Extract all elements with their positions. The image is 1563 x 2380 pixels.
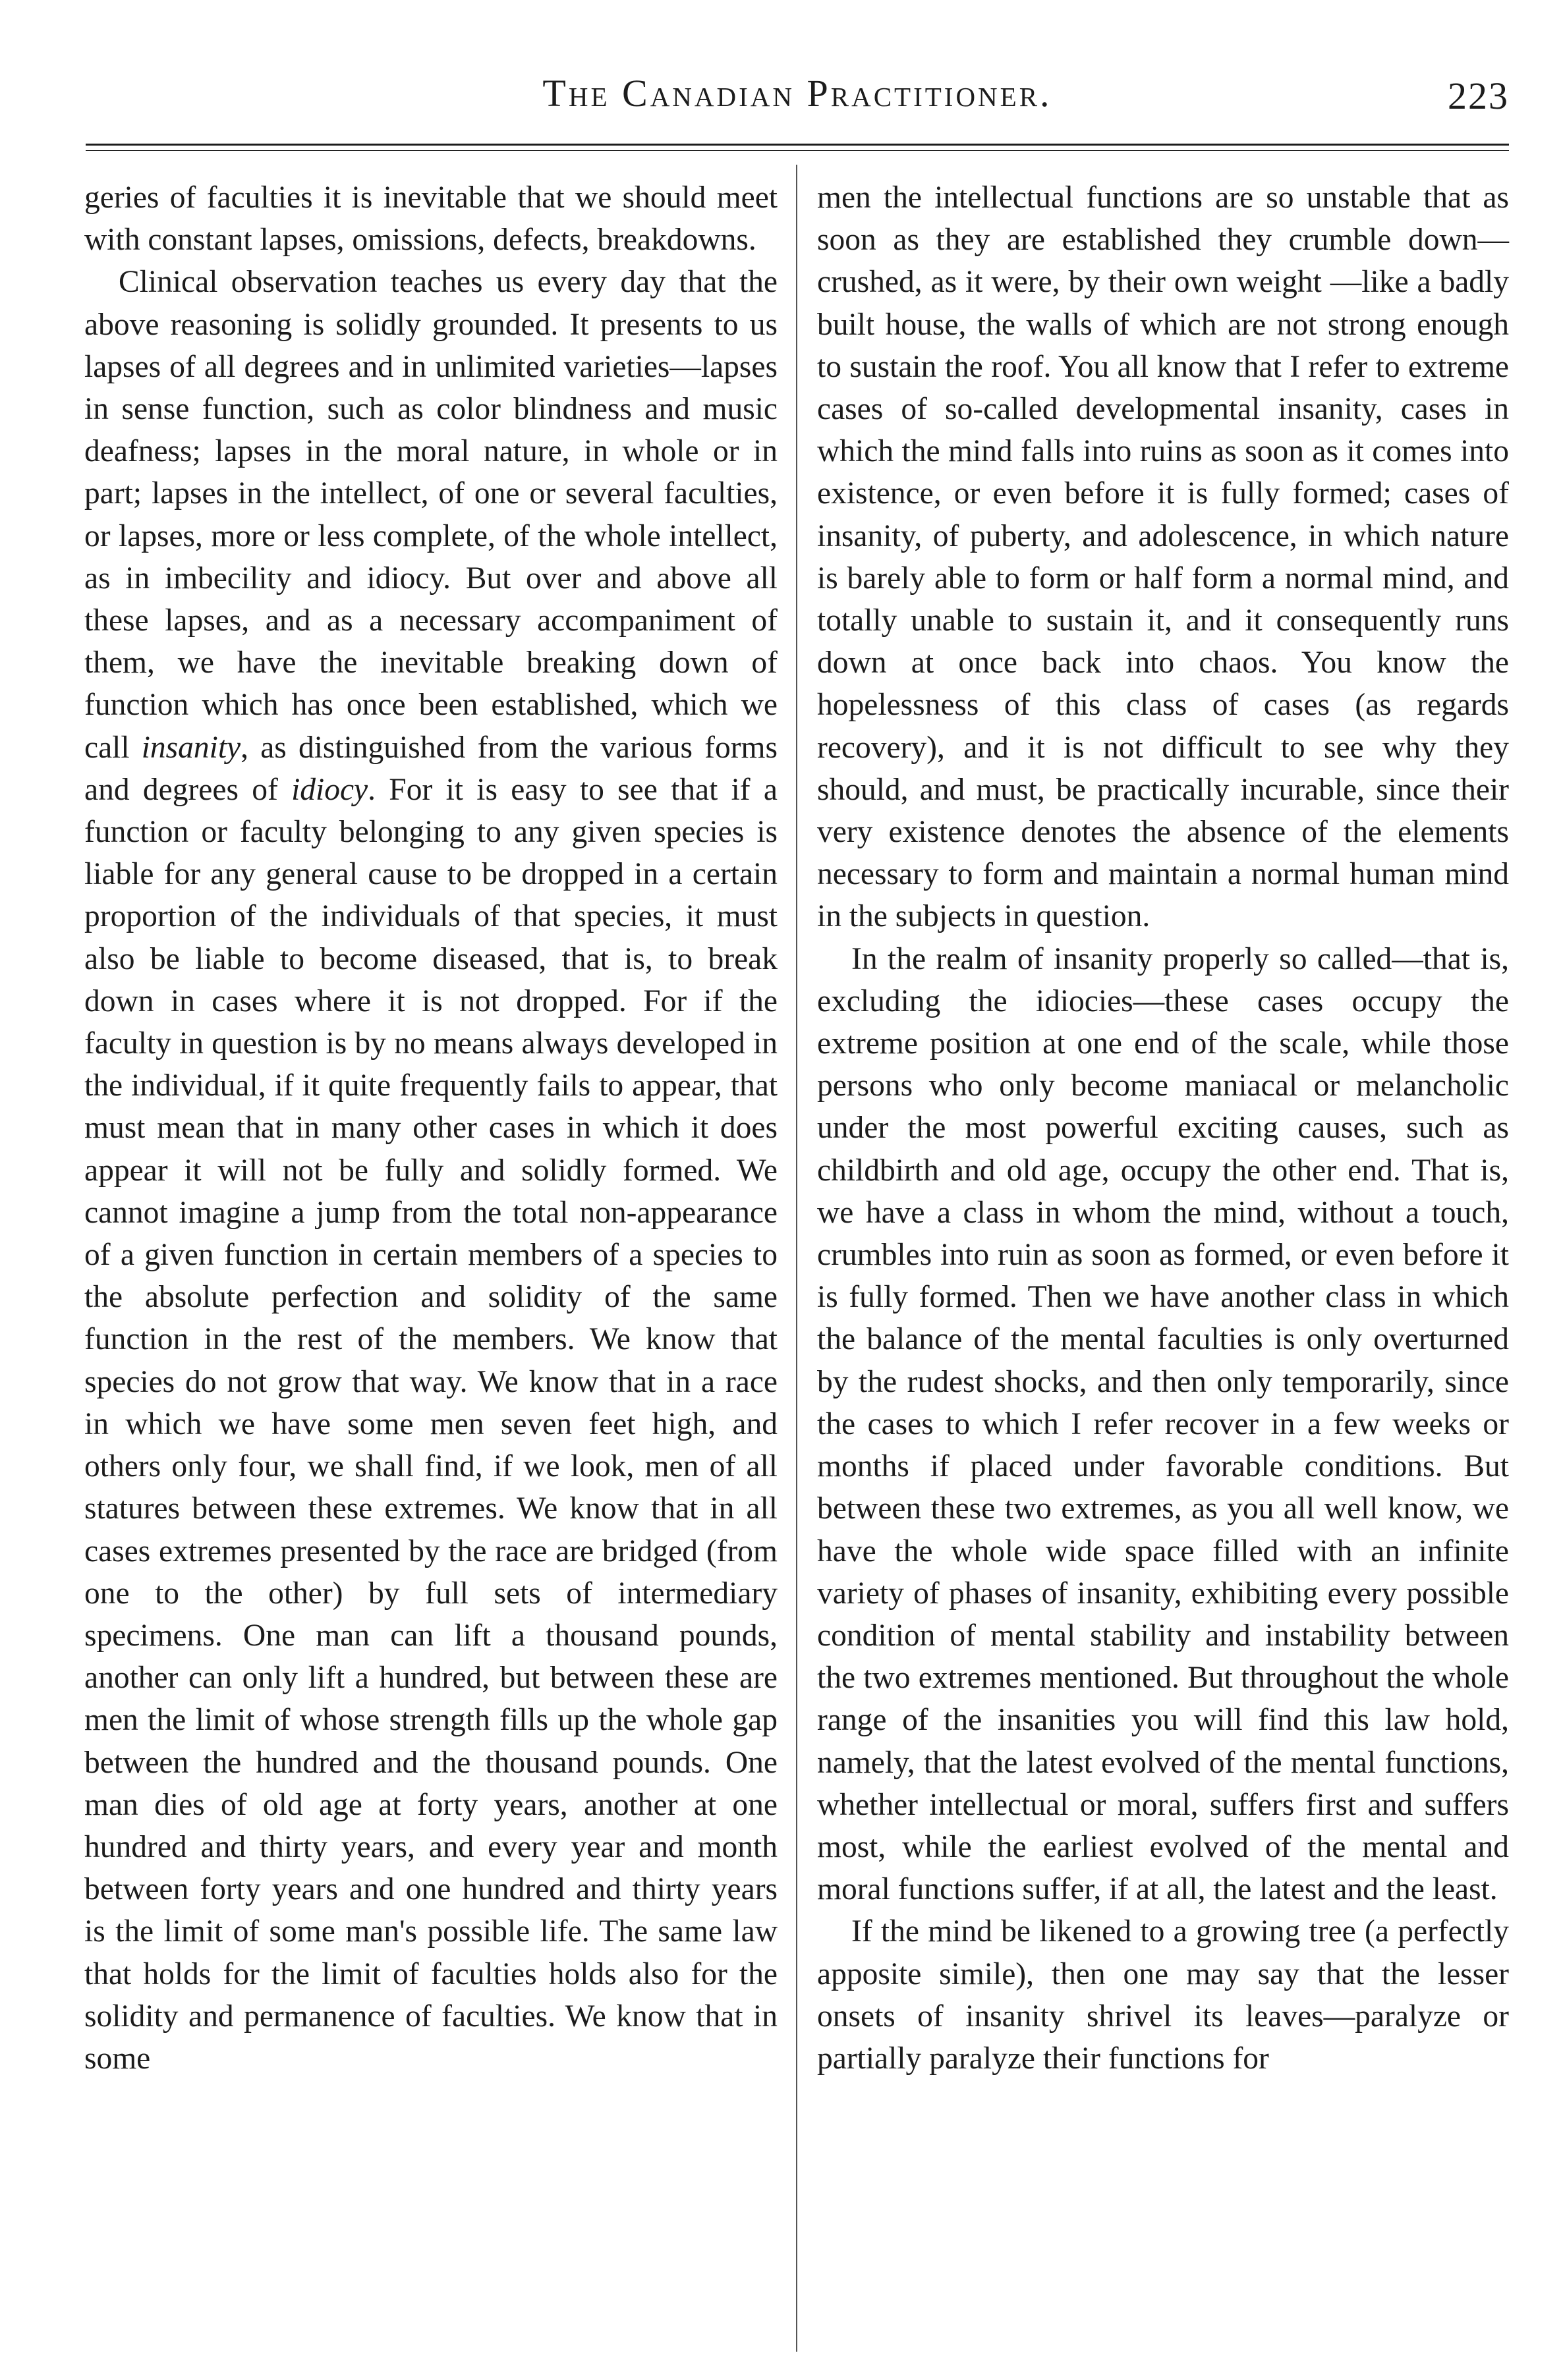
- left-column: [84, 177, 778, 2080]
- emphasis-idiocy: idiocy: [291, 772, 368, 807]
- column-divider: [796, 165, 797, 2352]
- right-paragraph-3: If the mind be likened to a growing tree (a perfectly apposite simile), then one may say that the lesser onsets of insanity shrivel its leaves—paralyze or partially paralyze their functions for: [817, 1914, 1509, 2076]
- page-number: 223: [1448, 74, 1509, 117]
- right-paragraph-1: men the intellectual functions are so unstable that as soon as they are established they crumble down—crushed, as it were, by their own weight —like a badly built house, the walls of which are not strong enough to sustain the roof. You all know that I refer to extreme cases of so-called developmental insanity, cases in which the mind falls into ruins as soon as it comes into existence, or even before it is fully formed; cases of insanity, of puberty, and adolescence, in which nature is barely able to form or half form a normal mind, and totally unable to sustain it, and it consequently runs down at once back into chaos. You know the hopelessness of this class of cases (as regards recovery), and it is not difficult to see why they should, and must, be practically incurable, since their very existence denotes the absence of the elements necessary to form and maintain a normal human mind in the subjects in question.: [817, 180, 1509, 934]
- emphasis-insanity: insanity: [141, 730, 241, 765]
- left-paragraph-1: geries of faculties it is inevitable that we should meet with constant lapses, omissions, defects, breakdowns.: [84, 180, 778, 258]
- right-column: [817, 177, 1509, 2080]
- running-title: The Canadian Practitioner.: [542, 72, 1052, 115]
- header-rule-thin: [86, 150, 1509, 151]
- page-header: [86, 71, 1509, 124]
- left-paragraph-2: Clinical observation teaches us every day that the above reasoning is solidly grounded. It presents to us lapses of all degrees and in unlimited varieties—lapses in sense function, such as color blindness and music deafness; lapses in the moral nature, in whole or in part; lapses in the intellect, of one or several faculties, or lapses, more or less complete, of the whole intellect, as in imbecility and idiocy. But over and above all these lapses, and as a necessary accompaniment of them, we have the inevitable breaking down of function which has once been established, which we call insanity, as distinguished from the various forms and degrees of idiocy. For it is easy to see that if a function or faculty belonging to any given species is liable for any general cause to be dropped in a certain proportion of the individuals of that species, it must also be liable to become diseased, that is, to break down in cases where it is not dropped. For if the faculty in question is by no means always developed in the individual, if it quite frequently fails to appear, that must mean that in many other cases in which it does appear it will not be fully and solidly formed. We cannot imagine a jump from the total non-appearance of a given function in certain members of a species to the absolute perfection and solidity of the same function in the rest of the members. We know that species do not grow that way. We know that in a race in which we have some men seven feet high, and others only four, we shall find, if we look, men of all statures between these extremes. We know that in all cases extremes presented by the race are bridged (from one to the other) by full sets of intermediary specimens. One man can lift a thousand pounds, another can only lift a hundred, but between these are men the limit of whose strength fills up the whole gap between the hundred and the thousand pounds. One man dies of old age at forty years, another at one hundred and thirty years, and every year and month between forty years and one hundred and thirty years is the limit of some man's possible life. The same law that holds for the limit of faculties holds also for the solidity and permanence of faculties. We know that in some: [84, 265, 778, 2076]
- header-rule-thick: [86, 144, 1509, 146]
- right-paragraph-2: In the realm of insanity properly so called—that is, excluding the idiocies—these cases occupy the extreme position at one end of the scale, while those persons who only become maniacal or melancholic under the most powerful exciting causes, such as childbirth and old age, occupy the other end. That is, we have a class in whom the mind, without a touch, crumbles into ruin as soon as formed, or even before it is fully formed. Then we have another class in which the balance of the mental faculties is only overturned by the rudest shocks, and then only temporarily, since the cases to which I refer recover in a few weeks or months if placed under favorable conditions. But between these two extremes, as you all well know, we have the whole wide space filled with an infinite variety of phases of insanity, exhibiting every possible condition of mental stability and instability between the two extremes mentioned. But throughout the whole range of the insanities you will find this law hold, namely, that the latest evolved of the mental functions, whether intellectual or moral, suffers first and suffers most, while the earliest evolved of the mental and moral functions suffer, if at all, the latest and the least.: [817, 941, 1509, 1907]
